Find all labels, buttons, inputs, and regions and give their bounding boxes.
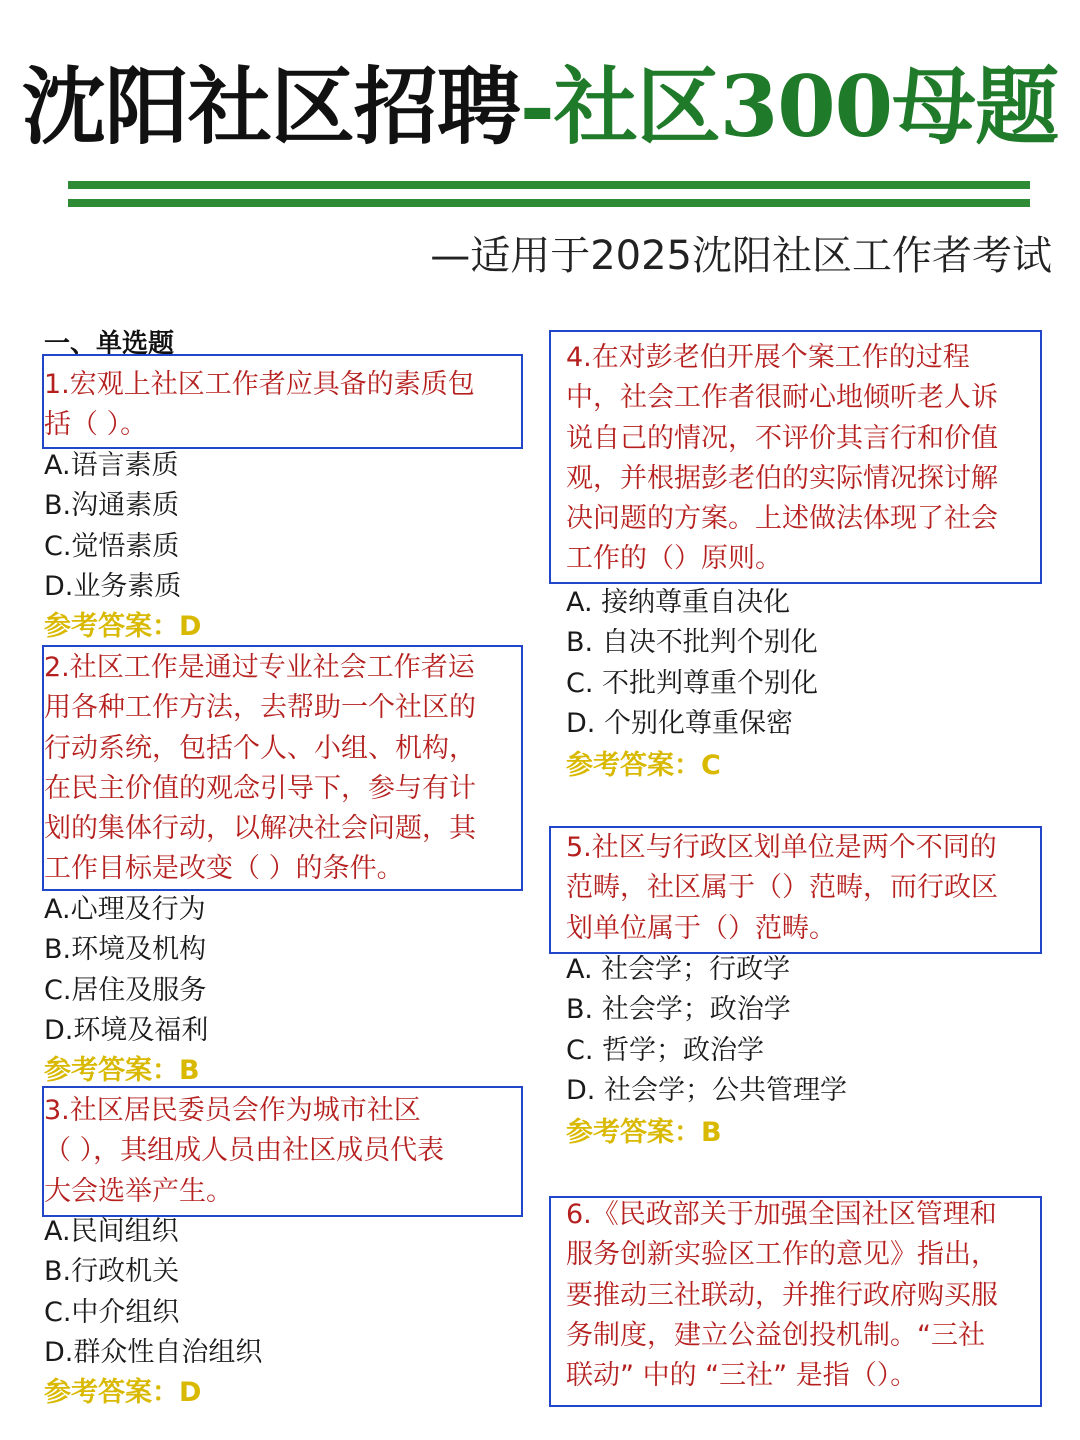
option: A. 接纳尊重自决化 [566, 587, 791, 618]
option: D.环境及福利 [44, 1014, 209, 1046]
option: B.行政机关 [44, 1256, 180, 1288]
option: B. 自决不批判个别化 [566, 627, 818, 659]
question-5-text: 5.社区与行政区划单位是两个不同的 范畴，社区属于（）范畴，而行政区 划单位属于（）范畴。 [566, 832, 998, 944]
option: A.心理及行为 [44, 894, 206, 925]
option: B.沟通素质 [44, 490, 180, 522]
question-6-text: 6.《民政部关于加强全国社区管理和 服务创新实验区工作的意见》指出， 要推动三社联动，并推行政府购买服 务制度，建立公益创投机制。“三社 联动” 中的 “三社” 是指（）。 [566, 1199, 998, 1392]
question-1-options [44, 446, 181, 607]
question-4-text: 4.在对彭老伯开展个案工作的过程 中，社会工作者很耐心地倾听老人诉 说自己的情况，不评价其言行和价值 观，并根据彭老伯的实际情况探讨解 决问题的方案。上述做法体现了社会 工作的（）原则。 [566, 342, 998, 575]
option: C. 哲学；政治学 [566, 1034, 765, 1066]
question-5-answer: 参考答案：B [566, 1117, 722, 1148]
option: D. 个别化尊重保密 [566, 707, 793, 739]
question-2-options [44, 890, 208, 1051]
subtitle: —适用于2025沈阳社区工作者考试 [430, 233, 1052, 279]
question-3-options [44, 1212, 262, 1373]
question-4-answer: 参考答案：C [566, 750, 721, 781]
question-4-options [566, 583, 818, 744]
question-1-answer: 参考答案：D [44, 611, 202, 642]
title-part-1: 沈阳社区招聘 [21, 57, 520, 156]
question-3-text: 3.社区居民委员会作为城市社区 （ ），其组成人员由社区成员代表 大会选举产生。 [44, 1095, 445, 1207]
option: A.民间组织 [44, 1216, 179, 1247]
question-2-answer: 参考答案：B [44, 1055, 200, 1086]
option: B. 社会学；政治学 [566, 994, 791, 1026]
question-2-text: 2.社区工作是通过专业社会工作者运 用各种工作方法，去帮助一个社区的 行动系统，包括个人、小组、机构， 在民主价值的观念引导下，参与有计 划的集体行动，以解决社会问题，其 工作目标是改变（ ）的条件。 [44, 652, 476, 885]
option: C.中介组织 [44, 1296, 180, 1328]
option: B.环境及机构 [44, 934, 207, 966]
title-divider-bottom [68, 199, 1030, 207]
question-5-options [566, 950, 847, 1111]
option: A.语言素质 [44, 450, 179, 481]
title-part-2: -社区300母题 [519, 57, 1059, 156]
option: D.群众性自治组织 [44, 1336, 263, 1368]
question-1-text: 1.宏观上社区工作者应具备的素质包 括（ ）。 [44, 369, 475, 441]
option: C.居住及服务 [44, 974, 207, 1006]
option: D.业务素质 [44, 570, 182, 602]
section-heading: 一、单选题 [44, 329, 175, 359]
option: C. 不批判尊重个别化 [566, 667, 819, 699]
question-3-answer: 参考答案：D [44, 1377, 202, 1408]
page-title [0, 52, 1080, 162]
option: D. 社会学；公共管理学 [566, 1074, 847, 1106]
option: C.觉悟素质 [44, 530, 180, 562]
title-divider-top [68, 181, 1030, 189]
option: A. 社会学；行政学 [566, 954, 791, 985]
